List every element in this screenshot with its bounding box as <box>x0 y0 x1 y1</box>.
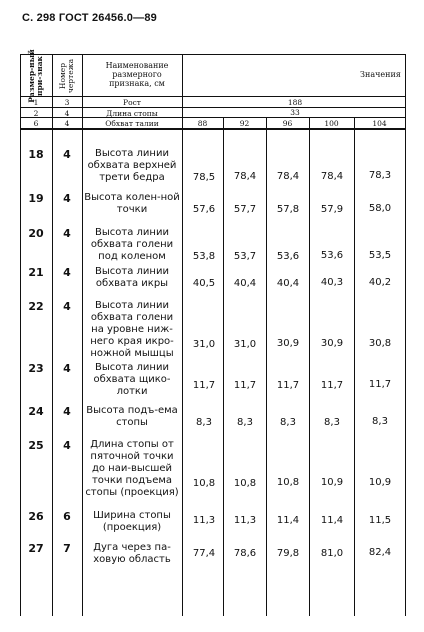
row-label: Длина стопы от пяточной точки до наи-высшей точки подъема стопы (проекция) <box>85 439 179 498</box>
row-value: 31,0 <box>192 339 216 350</box>
row-label: Высота линии обхвата голени под коленом <box>90 227 174 262</box>
waist-num: 6 <box>33 119 39 128</box>
row-value: 11,7 <box>192 380 216 391</box>
row-number: 25 <box>28 439 44 452</box>
row-value: 40,4 <box>233 278 257 289</box>
row-number: 18 <box>28 148 44 161</box>
row-label: Ширина стопы (проекция) <box>93 510 171 533</box>
row-value: 10,8 <box>233 478 257 489</box>
row-value: 53,6 <box>276 251 300 262</box>
row-value: 57,9 <box>320 204 344 215</box>
row-value: 11,3 <box>233 515 257 526</box>
row-value: 11,5 <box>368 515 392 526</box>
row-value: 30,9 <box>276 338 300 349</box>
row-label: Высота линии обхвата икры <box>95 266 169 289</box>
param-foot-length-name: Длина стопы <box>106 109 158 118</box>
row-value: 31,0 <box>233 339 257 350</box>
param-height-value: 188 <box>287 98 303 107</box>
row-value: 78,4 <box>320 171 344 182</box>
row-number: 20 <box>28 227 44 240</box>
row-value: 10,8 <box>192 478 216 489</box>
row-value: 30,8 <box>368 338 392 349</box>
row-label: Высота линии обхвата щико-лотки <box>93 362 171 397</box>
row-value: 53,8 <box>192 251 216 262</box>
row-number: 19 <box>28 192 44 205</box>
col-header-values: Значения <box>360 70 401 79</box>
row-figure: 4 <box>63 362 71 375</box>
row-label: Высота подъ-ема стопы <box>86 405 178 428</box>
row-value: 53,5 <box>368 250 392 261</box>
param-foot-length-value: 33 <box>290 108 300 117</box>
row-figure: 4 <box>63 300 71 313</box>
row-value: 78,6 <box>233 548 257 559</box>
row-value: 77,4 <box>192 548 216 559</box>
row-value: 11,4 <box>276 515 300 526</box>
waist-value: 88 <box>197 119 208 128</box>
row-value: 11,4 <box>320 515 344 526</box>
col-header-figure-number: Номер чертежа <box>58 58 75 94</box>
row-figure: 7 <box>63 542 71 555</box>
row-value: 8,3 <box>324 417 340 428</box>
row-value: 11,7 <box>276 380 300 391</box>
row-value: 57,8 <box>276 204 300 215</box>
row-label: Высота колен-ной точки <box>84 192 180 215</box>
row-value: 78,4 <box>233 171 257 182</box>
row-number: 26 <box>28 510 44 523</box>
row-value: 40,2 <box>368 277 392 288</box>
row-number: 27 <box>28 542 44 555</box>
row-value: 79,8 <box>276 548 300 559</box>
param-height-num: 1 <box>33 98 39 107</box>
col-header-sign-number: Размер-ный при-знак <box>27 49 44 103</box>
row-value: 78,3 <box>368 170 392 181</box>
row-value: 10,8 <box>276 477 300 488</box>
row-value: 8,3 <box>372 416 388 427</box>
row-figure: 4 <box>63 192 71 205</box>
param-height-fig: 3 <box>64 98 70 107</box>
row-number: 22 <box>28 300 44 313</box>
row-label: Высота линии обхвата голени на уровне ниж-него края икро-ножной мышцы <box>90 300 174 359</box>
row-value: 58,0 <box>368 203 392 214</box>
waist-fig: 4 <box>64 119 70 128</box>
row-figure: 4 <box>63 266 71 279</box>
measurement-table <box>20 49 406 616</box>
row-value: 8,3 <box>196 417 212 428</box>
row-label: Высота линии обхвата верхней трети бедра <box>87 148 177 183</box>
waist-value: 104 <box>372 119 387 128</box>
row-value: 57,6 <box>192 204 216 215</box>
row-value: 53,7 <box>233 251 257 262</box>
row-number: 21 <box>28 266 44 279</box>
row-value: 53,6 <box>320 250 344 261</box>
row-value: 11,7 <box>320 380 344 391</box>
row-value: 8,3 <box>237 417 253 428</box>
row-value: 40,5 <box>192 278 216 289</box>
row-value: 57,7 <box>233 204 257 215</box>
page-header: С. 298 ГОСТ 26456.0—89 <box>22 12 157 24</box>
param-height-name: Рост <box>123 98 141 107</box>
row-value: 11,7 <box>368 379 392 390</box>
row-number: 24 <box>28 405 44 418</box>
row-value: 40,3 <box>320 277 344 288</box>
row-value: 8,3 <box>280 417 296 428</box>
row-value: 78,4 <box>276 171 300 182</box>
row-figure: 4 <box>63 227 71 240</box>
row-value: 40,4 <box>276 278 300 289</box>
row-value: 82,4 <box>368 547 392 558</box>
row-value: 81,0 <box>320 548 344 559</box>
row-figure: 4 <box>63 148 71 161</box>
row-value: 11,3 <box>192 515 216 526</box>
row-number: 23 <box>28 362 44 375</box>
row-value: 11,7 <box>233 380 257 391</box>
param-foot-length-num: 2 <box>33 109 39 118</box>
col-header-name: Наименование размерного признака, см <box>105 61 169 88</box>
row-value: 78,5 <box>192 172 216 183</box>
row-figure: 4 <box>63 405 71 418</box>
row-value: 30,9 <box>320 338 344 349</box>
waist-name: Обхват талии <box>105 119 159 128</box>
row-figure: 4 <box>63 439 71 452</box>
waist-value: 100 <box>324 119 339 128</box>
row-value: 10,9 <box>368 477 392 488</box>
waist-value: 92 <box>239 119 250 128</box>
row-value: 10,9 <box>320 477 344 488</box>
param-foot-length-fig: 4 <box>64 109 70 118</box>
waist-value: 96 <box>282 119 293 128</box>
row-figure: 6 <box>63 510 71 523</box>
row-label: Дуга через па-ховую область <box>93 542 171 565</box>
